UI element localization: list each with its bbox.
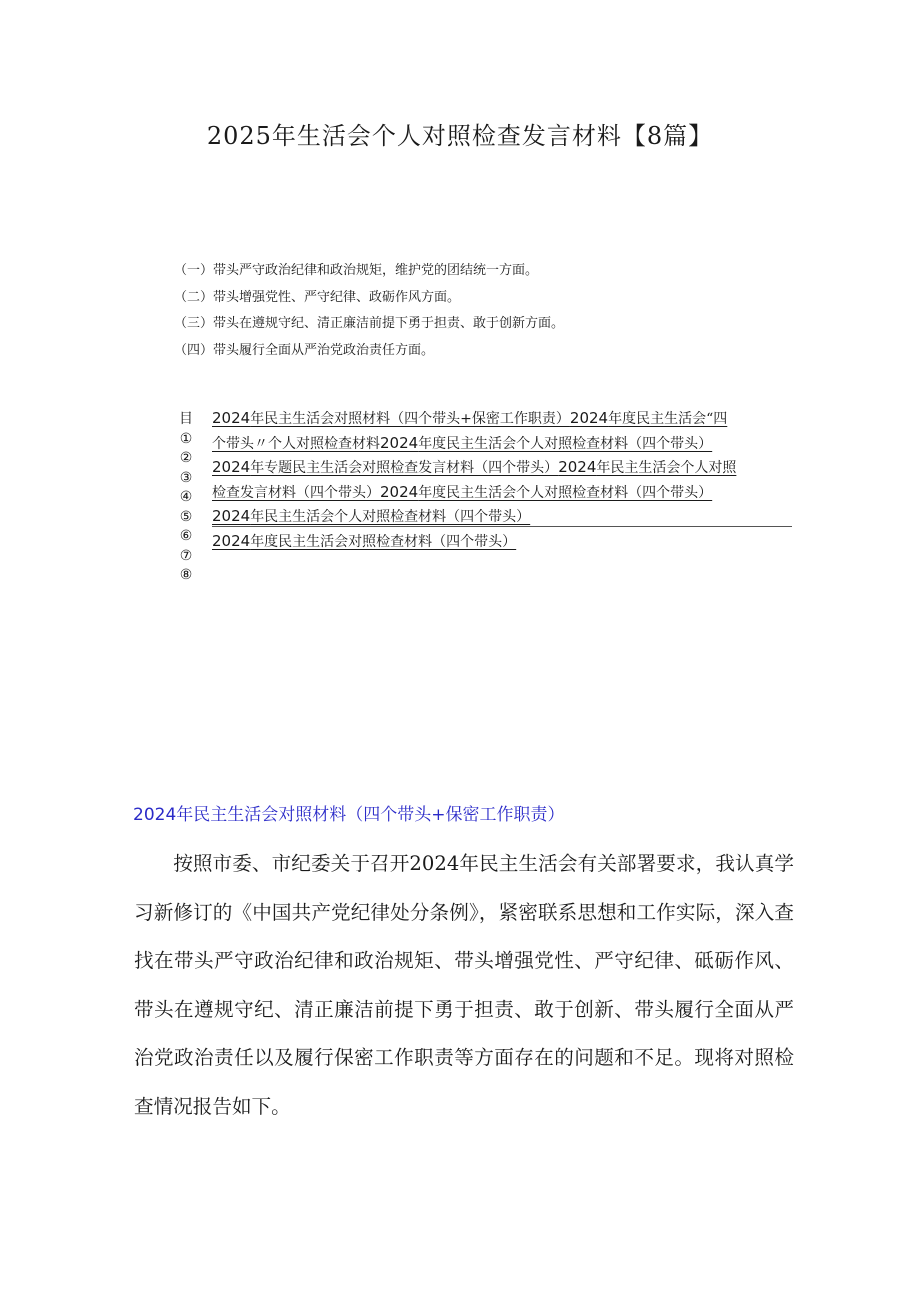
toc-link[interactable]: 检查发言材料（四个带头）2024年度民主生活会个人对照检查材料（四个带头） [212, 482, 713, 501]
toc-side-number: ④ [179, 489, 193, 505]
toc-divider [212, 526, 792, 527]
section-list [174, 258, 774, 364]
toc-side-label [176, 410, 196, 586]
article-body [134, 840, 794, 1131]
toc-line[interactable] [212, 529, 792, 554]
table-of-contents [212, 406, 792, 553]
toc-side-number: ⑤ [179, 508, 193, 525]
toc-line[interactable] [212, 431, 792, 456]
article-heading: 2024年民主生活会对照材料（四个带头+保密工作职责） [133, 805, 565, 825]
toc-line[interactable] [212, 504, 792, 529]
toc-line[interactable] [212, 480, 792, 505]
toc-side-number: ① [179, 430, 193, 447]
toc-line[interactable] [212, 406, 792, 431]
section-item: （一）带头严守政治纪律和政治规矩，维护党的团结统一方面。 [174, 263, 539, 278]
article-paragraph: 按照市委、市纪委关于召开2024年民主生活会有关部署要求，我认真学习新修订的《中国共产党纪律处分条例》，紧密联系思想和工作实际，深入查找在带头严守政治纪律和政治规矩、带头增强党性、严守纪律、砥砺作风、带头在遵规守纪、清正廉洁前提下勇于担责、敢于创新、带头履行全面从严治党政治责任以及履行保密工作职责等方面存在的问题和不足。现将对照检查情况报告如下。 [134, 852, 794, 1118]
section-item: （四）带头履行全面从严治党政治责任方面。 [174, 342, 435, 358]
toc-side-number: ⑥ [179, 528, 193, 544]
toc-side-number: ⑦ [179, 547, 193, 564]
toc-link[interactable]: 2024年民主生活会个人对照检查材料（四个带头） [212, 507, 531, 525]
toc-side-title: 目 [179, 411, 193, 427]
toc-side-number: ③ [179, 469, 193, 486]
toc-link[interactable]: 2024年专题民主生活会对照检查发言材料（四个带头）2024年民主生活会个人对照 [212, 458, 737, 476]
toc-link[interactable]: 个带头〃个人对照检查材料2024年度民主生活会个人对照检查材料（四个带头） [212, 433, 713, 452]
toc-line[interactable] [212, 455, 792, 480]
section-item: （三）带头在遵规守纪、清正廉洁前提下勇于担责、敢于创新方面。 [174, 316, 565, 331]
toc-side-number: ⑧ [179, 567, 193, 583]
toc-link[interactable]: 2024年民主生活会对照材料（四个带头+保密工作职责）2024年度民主生活会“四 [212, 409, 728, 427]
section-item: （二）带头增强党性、严守纪律、政砺作风方面。 [174, 289, 461, 305]
document-title: 2025年生活会个人对照检查发言材料【8篇】 [206, 122, 714, 150]
toc-link[interactable]: 2024年度民主生活会对照检查材料（四个带头） [212, 531, 517, 550]
toc-side-number: ② [179, 450, 193, 466]
